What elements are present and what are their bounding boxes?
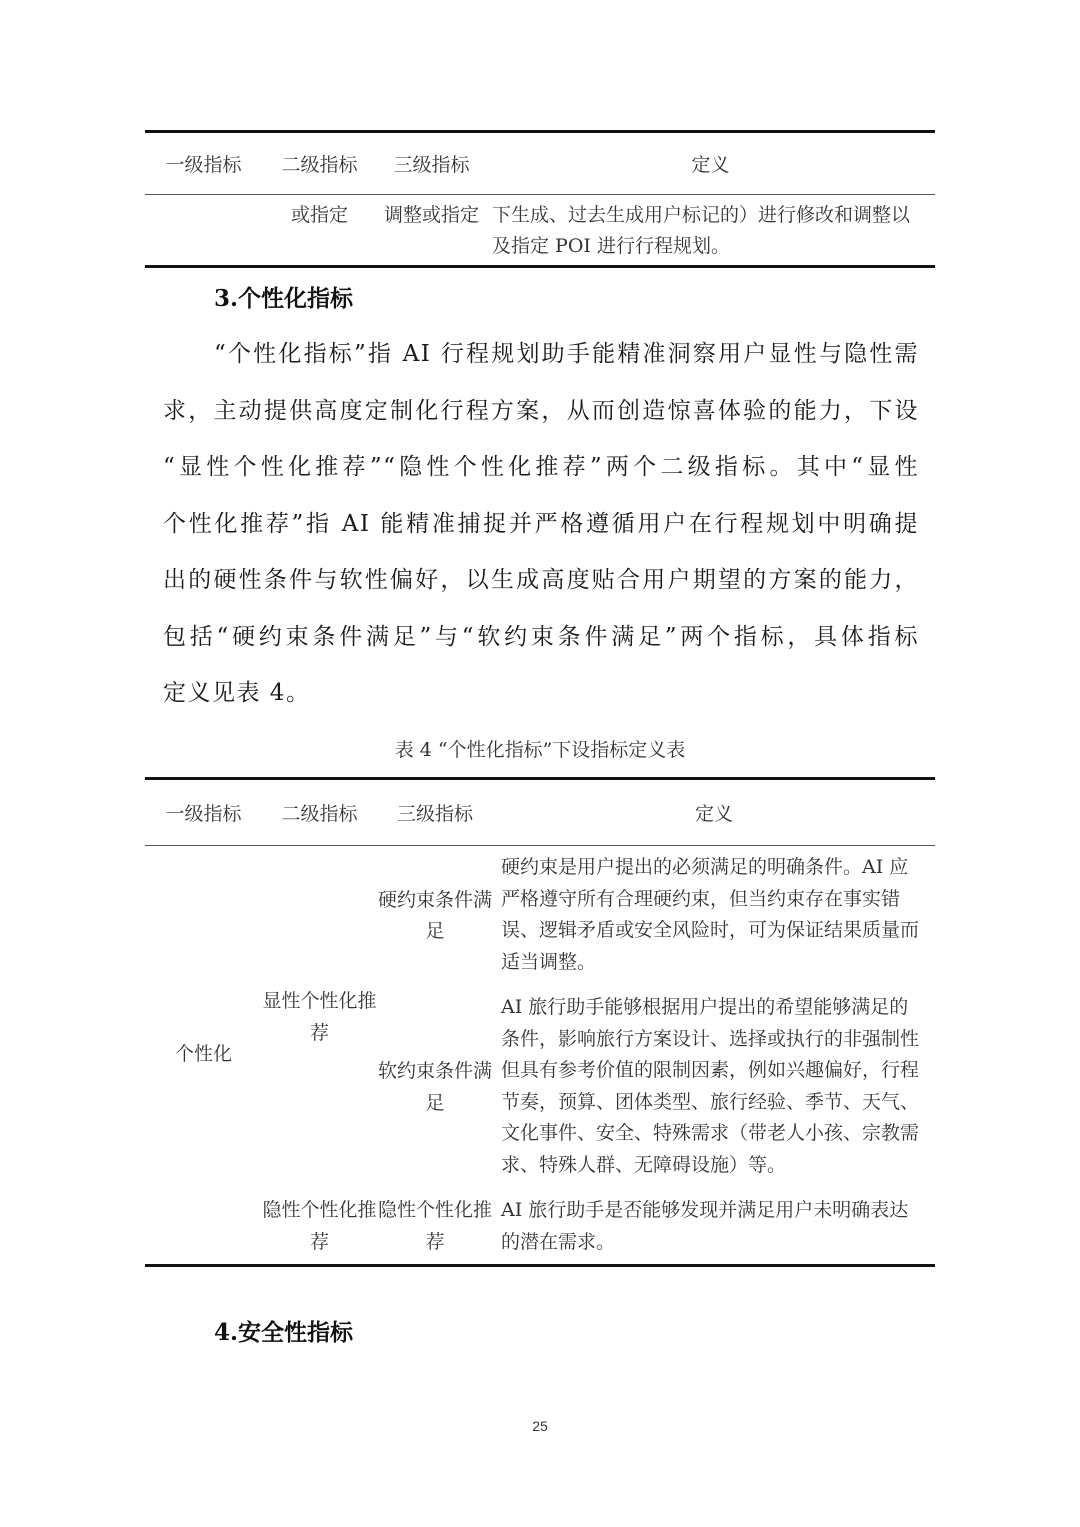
header-level2: 二级指标 [262, 132, 377, 195]
cell-level3: 硬约束条件满足 [377, 888, 492, 942]
header-level3: 三级指标 [377, 779, 493, 846]
paragraph-line: “显性个性化推荐”“隐性个性化推荐”两个二级指标。其中“显性 [163, 454, 919, 480]
paragraph-line: 求，主动提供高度定制化行程方案，从而创造惊喜体验的能力，下设 [163, 397, 919, 424]
paragraph-line: 包括“硬约束条件满足”与“软约束条件满足”两个指标，具体指标 [163, 623, 919, 650]
cell-definition: AI 旅行助手是否能够发现并满足用户未明确表达的潜在需求。 [493, 1189, 935, 1266]
header-level2: 二级指标 [262, 779, 377, 846]
cell-level3: 调整或指定 [377, 195, 486, 267]
cell-level3: 软约束条件满足 [377, 1060, 492, 1114]
table-row [145, 1189, 935, 1266]
page-number: 25 [532, 1418, 548, 1434]
table-row [145, 195, 935, 267]
section-heading-3: 3.个性化指标 [214, 285, 354, 312]
header-level1: 一级指标 [145, 779, 262, 846]
table-row [145, 846, 935, 987]
paragraph-line: “个性化指标”指 AI 行程规划助手能精准洞察用户显性与隐性需 [214, 341, 919, 367]
header-level3: 三级指标 [377, 132, 486, 195]
cell-level3: 隐性个性化推荐 [377, 1189, 493, 1266]
header-definition: 定义 [486, 132, 935, 195]
cell-level1 [145, 195, 262, 267]
cell-level2: 显性个性化推荐 [262, 990, 377, 1044]
cell-level2: 隐性个性化推荐 [262, 1189, 377, 1266]
cell-definition: 下生成、过去生成用户标记的）进行修改和调整以及指定 POI 进行行程规划。 [486, 195, 935, 267]
table-caption: 表 4 “个性化指标”下设指标定义表 [394, 739, 686, 761]
table-4 [145, 777, 935, 1267]
cell-level1: 个性化 [145, 846, 262, 1266]
table-header-row [145, 132, 935, 195]
cell-level2: 或指定 [262, 195, 377, 267]
table-header-row [145, 779, 935, 846]
paragraph-line: 定义见表 4。 [163, 680, 311, 706]
cell-definition: 硬约束是用户提出的必须满足的明确条件。AI 应严格遵守所有合理硬约束，但当约束存在事实错误、逻辑矛盾或安全风险时，可为保证结果质量而适当调整。 [501, 856, 920, 973]
table-continued [145, 130, 935, 268]
paragraph-line: 个性化推荐”指 AI 能精准捕捉并严格遵循用户在行程规划中明确提 [163, 510, 919, 537]
section3-paragraph [163, 326, 919, 722]
paragraph-line: 出的硬性条件与软性偏好，以生成高度贴合用户期望的方案的能力， [163, 567, 919, 593]
header-definition: 定义 [493, 779, 935, 846]
header-level1: 一级指标 [145, 132, 262, 195]
cell-definition: AI 旅行助手能够根据用户提出的希望能够满足的条件，影响旅行方案设计、选择或执行的非强制性但具有参考价值的限制因素，例如兴趣偏好，行程节奏，预算、团体类型、旅行经验、季节、天气、文化事件、安全、特殊需求（带老人小孩、宗教需求、特殊人群、无障碍设施）等。 [501, 996, 920, 1176]
section-heading-4: 4.安全性指标 [214, 1319, 354, 1346]
